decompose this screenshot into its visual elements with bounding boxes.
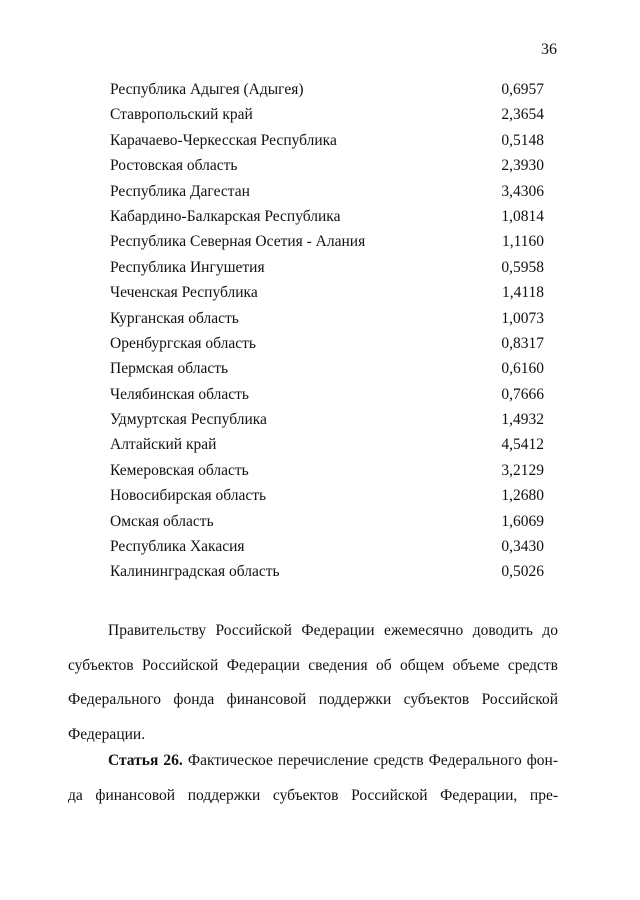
paragraph-line: Федерального фонда финансовой поддержки субъектов Российской — [68, 691, 558, 709]
table-row — [110, 460, 544, 485]
region-name: Республика Дагестан — [110, 182, 250, 200]
region-value: 1,6069 — [501, 512, 544, 530]
table-row — [110, 308, 544, 333]
table-row — [110, 257, 544, 282]
regions-table — [110, 79, 544, 587]
region-value: 0,7666 — [501, 385, 544, 403]
region-name: Курганская область — [110, 309, 239, 327]
paragraph-line: субъектов Российской Федерации сведения об общем объеме средств — [68, 656, 558, 674]
region-value: 0,6957 — [501, 81, 544, 98]
region-name: Оренбургская область — [110, 334, 256, 352]
table-row — [110, 384, 544, 409]
table-row — [110, 485, 544, 510]
region-name: Ростовская область — [110, 157, 238, 175]
region-value: 0,6160 — [501, 360, 544, 378]
table-row — [110, 511, 544, 536]
table-row — [110, 130, 544, 155]
region-name: Новосибирская область — [110, 487, 267, 505]
government-instruction-paragraph — [68, 614, 558, 752]
region-name: Республика Ингушетия — [110, 258, 265, 276]
table-row — [110, 282, 544, 307]
region-value: 2,3930 — [501, 157, 544, 175]
region-value: 1,0814 — [501, 207, 544, 225]
region-value: 0,8317 — [501, 334, 544, 352]
region-name: Кемеровская область — [110, 461, 249, 479]
region-name: Пермская область — [110, 360, 229, 378]
table-row — [110, 358, 544, 383]
region-value: 0,5148 — [501, 131, 544, 149]
region-value: 0,3430 — [501, 538, 544, 556]
table-row — [110, 104, 544, 129]
region-value: 1,4118 — [501, 284, 544, 302]
paragraph-line: Фактическое перечисление средств Федерального фон- — [187, 752, 559, 769]
region-value: 1,1160 — [501, 233, 544, 251]
table-row — [110, 409, 544, 434]
table-row — [110, 155, 544, 180]
paragraph-line: да финансовой поддержки субъектов Российской Федерации, пре- — [68, 786, 558, 804]
region-name: Алтайский край — [110, 436, 217, 454]
article-26-paragraph — [68, 744, 558, 813]
region-value: 3,2129 — [501, 461, 544, 479]
region-value: 4,5412 — [501, 436, 544, 454]
region-name: Ставропольский край — [110, 106, 253, 124]
region-value: 2,3654 — [501, 106, 544, 124]
table-row — [110, 79, 544, 104]
table-row — [110, 561, 544, 586]
region-name: Кабардино-Балкарская Республика — [110, 207, 341, 225]
table-row — [110, 333, 544, 358]
region-name: Республика Хакасия — [110, 538, 245, 556]
article-label: Статья 26. — [108, 752, 183, 769]
region-name: Республика Адыгея (Адыгея) — [110, 81, 304, 98]
region-name: Удмуртская Республика — [110, 411, 267, 429]
table-row — [110, 536, 544, 561]
region-value: 0,5958 — [501, 258, 544, 276]
region-name: Республика Северная Осетия - Алания — [110, 233, 366, 251]
region-name: Карачаево-Черкесская Республика — [110, 131, 337, 149]
table-row — [110, 206, 544, 231]
region-value: 1,4932 — [501, 411, 544, 429]
region-value: 1,0073 — [501, 309, 544, 327]
region-value: 0,5026 — [501, 563, 544, 581]
region-value: 3,4306 — [501, 182, 544, 200]
region-value: 1,2680 — [501, 487, 544, 505]
paragraph-line: Федерации. — [68, 725, 146, 743]
paragraph-line: Правительству Российской Федерации ежемесячно доводить до — [108, 622, 558, 639]
region-name: Чеченская Республика — [110, 284, 258, 302]
table-row — [110, 231, 544, 256]
region-name: Омская область — [110, 512, 214, 530]
table-row — [110, 181, 544, 206]
table-row — [110, 434, 544, 459]
region-name: Калининградская область — [110, 563, 280, 581]
page-number: 36 — [541, 41, 557, 58]
region-name: Челябинская область — [110, 385, 249, 403]
